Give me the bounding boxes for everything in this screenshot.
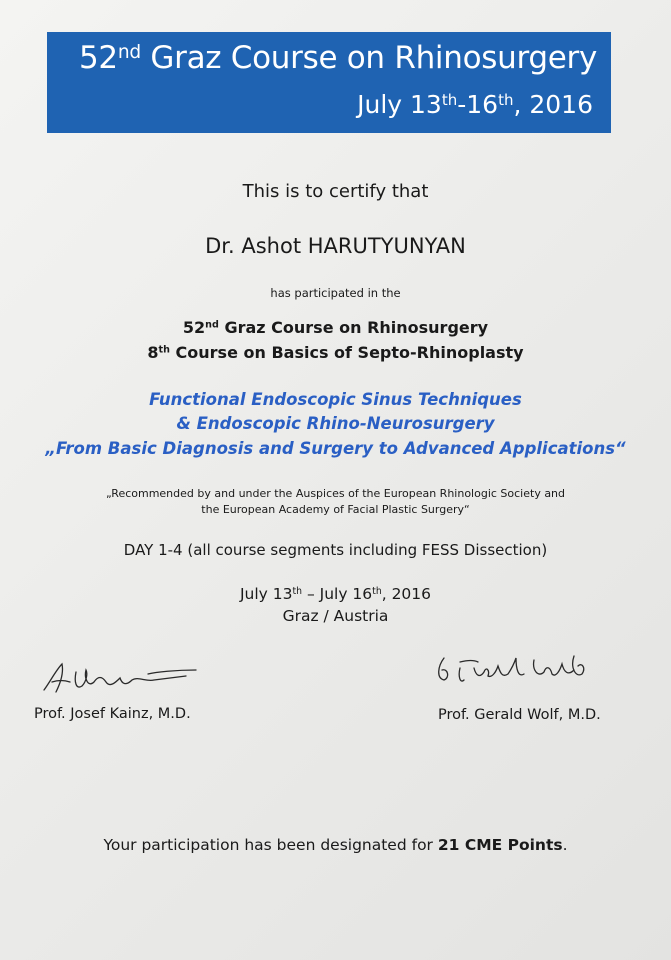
banner-date-end-sup: th [498,90,514,109]
dates-start: July 13 [239,585,293,603]
banner-date-start-sup: th [441,90,458,109]
left-signer-name: Prof. Josef Kainz, M.D. [34,706,191,722]
cme-suffix: . [562,836,568,854]
course-title-1 [0,318,671,337]
cme-points: 21 CME Points [437,836,563,854]
course-location: Graz / Austria [282,607,389,625]
participated-text: has participated in the [270,286,401,300]
header-banner [47,32,611,133]
right-signer-name: Prof. Gerald Wolf, M.D. [438,707,601,723]
banner-date-year: , 2016 [513,90,593,119]
course-dates [0,585,671,603]
course-title-2 [0,343,671,362]
course2-number: 8 [147,343,159,362]
subtitle-line-1: Functional Endoscopic Sinus Techniques [149,390,522,409]
banner-date-start: July 13 [357,90,442,119]
banner-title-superscript: nd [117,41,141,63]
cme-prefix: Your participation has been designated for [103,836,438,854]
dates-end-sup: th [372,585,382,597]
subtitle-line-3: „From Basic Diagnosis and Surgery to Advanced Applications“ [45,439,626,458]
course1-number: 52 [182,318,206,337]
dates-end: – July 16 [302,585,373,603]
course1-superscript: nd [205,319,219,331]
dates-year: , 2016 [381,585,432,603]
banner-title [79,40,597,76]
cme-statement [0,836,671,854]
banner-title-text: Graz Course on Rhinosurgery [140,40,597,76]
certify-text: This is to certify that [242,181,429,202]
recommendation-line-2: the European Academy of Facial Plastic Surgery“ [201,503,470,516]
recommendation-line-1: „Recommended by and under the Auspices of the European Rhinologic Society and [105,487,566,500]
banner-date [357,90,593,119]
recipient-name: Dr. Ashot HARUTYUNYAN [205,234,466,258]
left-signature [36,652,201,700]
course2-superscript: th [158,344,170,356]
right-signature [430,648,600,694]
subtitle-line-2: & Endoscopic Rhino-Neurosurgery [176,414,495,433]
dates-start-sup: th [292,585,303,597]
day-segments: DAY 1-4 (all course segments including FESS Dissection) [123,541,548,559]
banner-title-number: 52 [78,40,118,76]
course2-text: Course on Basics of Septo-Rhinoplasty [169,343,524,362]
banner-date-end: -16 [457,90,499,119]
course1-text: Graz Course on Rhinosurgery [218,318,489,337]
